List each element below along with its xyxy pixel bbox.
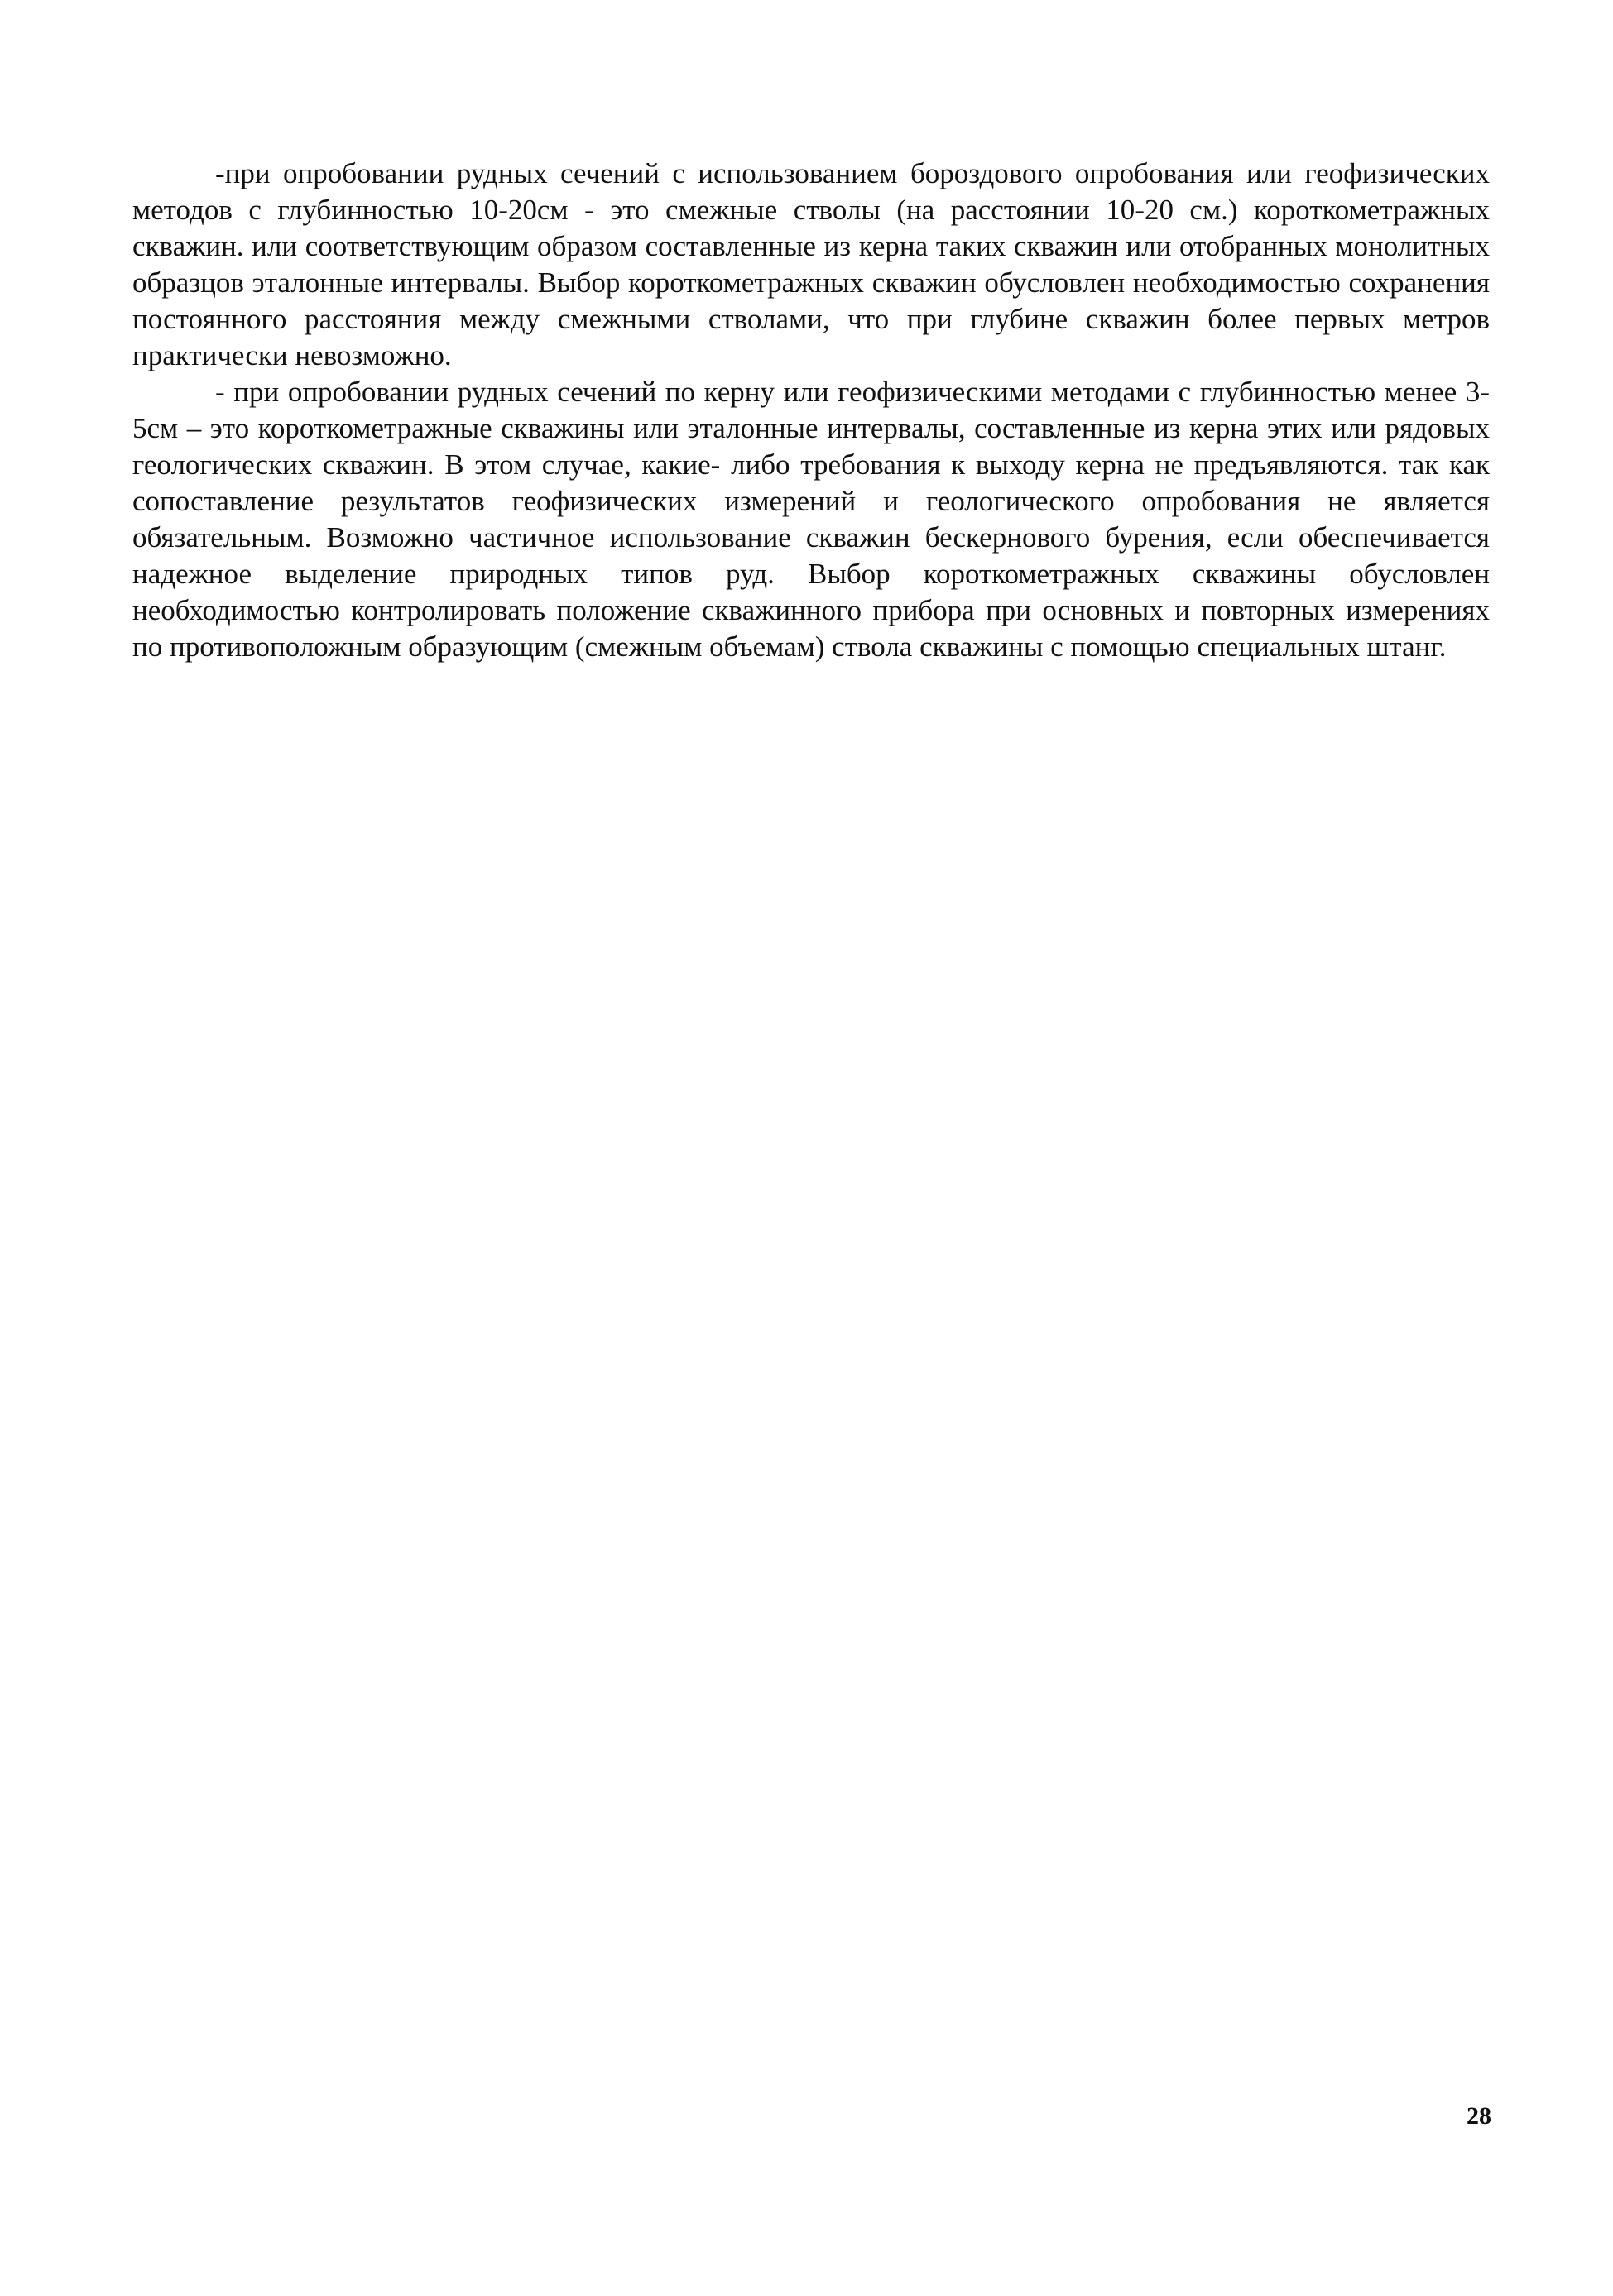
body-text: [132, 156, 1490, 665]
page-number: 28: [1467, 2102, 1491, 2130]
paragraph-1: -при опробовании рудных сечений с использованием бороздового опробования или геофизических методов с глубинностью 10-20см - это смежные стволы (на расстоянии 10-20 см.) короткометражных скважин. или соответствующим образом составленные из керна таких скважин или отобранных монолитных образцов эталонные интервалы. Выбор короткометражных скважин обусловлен необходимостью сохранения постоянного расстояния между смежными стволами, что при глубине скважин более первых метров практически невозможно.: [132, 157, 1490, 371]
paragraph-2: - при опробовании рудных сечений по керну или геофизическими методами с глубинностью менее 3- 5см – это короткометражные скважины или эталонные интервалы, составленные из керна этих или рядовых геологических скважин. В этом случае, какие- либо требования к выходу керна не предъявляются. так как сопоставление результатов геофизических измерений и геологического опробования не является обязательным. Возможно частичное использование скважин бескернового бурения, если обеспечивается надежное выделение природных типов руд. Выбор короткометражных скважины обусловлен необходимостью контролировать положение скважинного прибора при основных и повторных измерениях по противоположным образующим (смежным объемам) ствола скважины с помощью специальных штанг.: [132, 376, 1490, 663]
